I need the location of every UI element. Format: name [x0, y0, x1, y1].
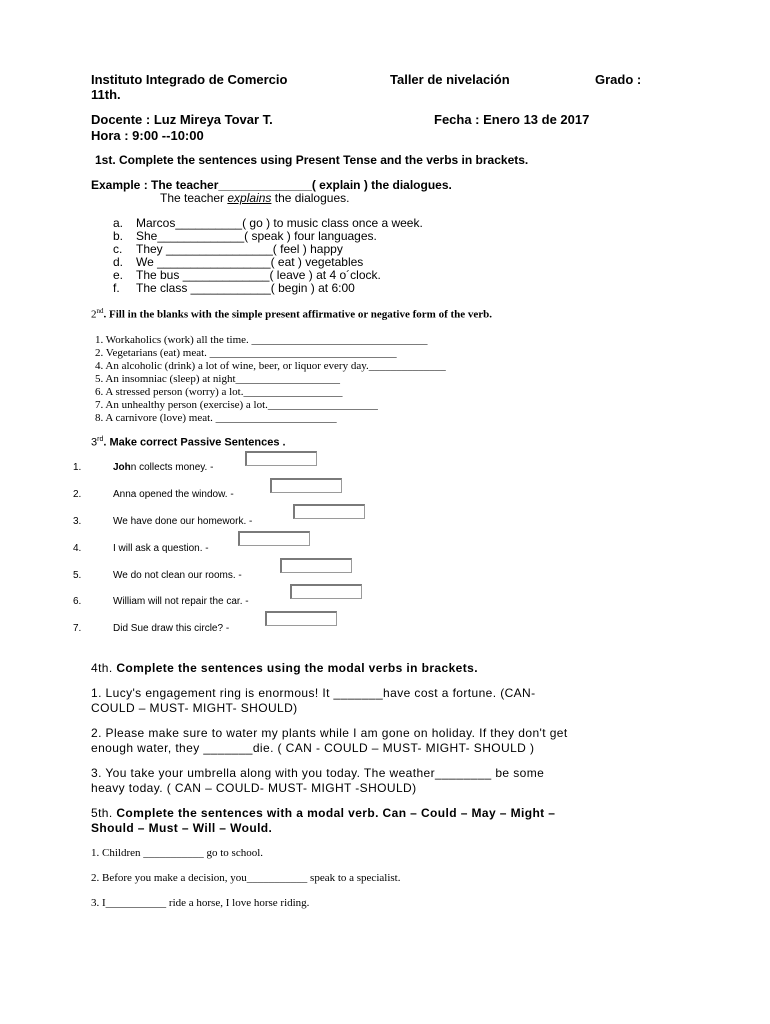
s1-letter-e: e. — [113, 268, 124, 282]
s4-item-2-line2: enough water, they _______die. ( CAN - COULD – MUST- MIGHT- SHOULD ) — [91, 741, 535, 755]
s2-item-7: 7. An unhealthy person (exercise) a lot.____________________ — [95, 399, 378, 411]
s5-item-1: 1. Children ___________ go to school. — [91, 847, 264, 859]
s4-item-2-line1: 2. Please make sure to water my plants while I am gone on holiday. If they don't get — [91, 726, 568, 740]
s2-item-8: 8. A carnivore (love) meat. ______________________ — [95, 412, 337, 424]
grade-label: Grado : — [595, 72, 642, 87]
s1-letter-d: d. — [113, 255, 124, 269]
section5-title-text: Complete the sentences with a modal verb. Can – Could – May – Might – — [112, 806, 556, 820]
s3-num-6: 6. — [73, 596, 82, 607]
s3-item-2: Anna opened the window. - — [113, 489, 234, 500]
section5-title-line2: Should – Must – Will – Would. — [91, 821, 273, 835]
s3-item-1-text: n collects money. - — [130, 462, 214, 473]
s3-num-4: 4. — [73, 543, 82, 554]
s3-answer-box-3[interactable] — [293, 504, 365, 519]
s1-item-d: We _________________( eat ) vegetables — [136, 255, 364, 269]
s1-item-c: They ________________( feel ) happy — [136, 242, 343, 256]
s3-answer-box-7[interactable] — [265, 611, 337, 626]
school-name: Instituto Integrado de Comercio — [91, 72, 288, 87]
s4-item-3-line1: 3. You take your umbrella along with you today. The weather________ be some — [91, 766, 545, 780]
s3-answer-box-5[interactable] — [280, 558, 352, 573]
section2-title — [91, 307, 492, 321]
s4-item-1-line2: COULD – MUST- MIGHT- SHOULD) — [91, 701, 298, 715]
date: Fecha : Enero 13 de 2017 — [434, 112, 590, 127]
s1-item-f: The class ____________( begin ) at 6:00 — [136, 281, 355, 295]
s3-num-7: 7. — [73, 623, 82, 634]
section3-num: 3 — [91, 436, 98, 449]
s3-item-4: I will ask a question. - — [113, 543, 209, 554]
s3-item-7: Did Sue draw this circle? - — [113, 623, 230, 634]
s3-item-5: We do not clean our rooms. - — [113, 570, 242, 581]
s1-letter-c: c. — [113, 242, 123, 256]
s3-answer-box-1[interactable] — [245, 451, 317, 466]
s3-answer-box-6[interactable] — [290, 584, 362, 599]
workshop-title: Taller de nivelación — [390, 72, 510, 87]
teacher-name: Docente : Luz Mireya Tovar T. — [91, 112, 273, 127]
section5-title-line1 — [91, 806, 555, 820]
section2-sup: nd — [96, 307, 104, 315]
s2-item-1: 1. Workaholics (work) all the time. ________________________________ — [95, 334, 428, 346]
example-question: Example : The teacher______________( explain ) the dialogues. — [91, 178, 452, 192]
s3-num-1: 1. — [73, 462, 82, 473]
s5-item-3: 3. I___________ ride a horse, I love horse riding. — [91, 897, 310, 909]
example-answer — [160, 191, 349, 205]
s4-item-1-line1: 1. Lucy's engagement ring is enormous! It _______have cost a fortune. (CAN- — [91, 686, 536, 700]
s1-item-e: The bus _____________( leave ) at 4 o´clock. — [136, 268, 381, 282]
s3-num-2: 2. — [73, 489, 82, 500]
s3-answer-box-4[interactable] — [238, 531, 310, 546]
section4-num: 4th. — [91, 661, 113, 675]
s1-item-a: Marcos__________( go ) to music class once a week. — [136, 216, 423, 230]
s1-letter-f: f. — [113, 281, 120, 295]
example-answer-post: the dialogues. — [271, 191, 350, 205]
s2-item-4: 4. An alcoholic (drink) a lot of wine, beer, or liquor every day.______________ — [95, 360, 446, 372]
s1-letter-a: a. — [113, 216, 124, 230]
time: Hora : 9:00 --10:00 — [91, 128, 204, 143]
s3-num-5: 5. — [73, 570, 82, 581]
section4-title-text: Complete the sentences using the modal verbs in brackets. — [112, 661, 478, 675]
section3-sup: rd — [97, 436, 104, 443]
section5-num: 5th. — [91, 806, 113, 820]
s1-item-b: She_____________( speak ) four languages. — [136, 229, 377, 243]
s3-item-1 — [113, 462, 213, 473]
section4-title — [91, 661, 478, 675]
s3-answer-box-2[interactable] — [270, 478, 342, 493]
s3-item-1-bold: Joh — [113, 462, 131, 473]
example-answer-word: explains — [227, 191, 272, 205]
s2-item-2: 2. Vegetarians (eat) meat. __________________________________ — [95, 347, 397, 359]
section3-title-text: . Make correct Passive Sentences . — [103, 436, 286, 449]
example-answer-pre: The teacher — [160, 191, 228, 205]
s2-item-5: 5. An insomniac (sleep) at night___________________ — [95, 373, 341, 385]
s3-item-3: We have done our homework. - — [113, 516, 253, 527]
section3-title — [91, 436, 286, 449]
s4-item-3-line2: heavy today. ( CAN – COULD- MUST- MIGHT -SHOULD) — [91, 781, 417, 795]
section2-num: 2 — [91, 308, 97, 321]
s3-num-3: 3. — [73, 516, 82, 527]
s5-item-2: 2. Before you make a decision, you___________ speak to a specialist. — [91, 872, 401, 884]
s2-item-6: 6. A stressed person (worry) a lot.__________________ — [95, 386, 343, 398]
s1-letter-b: b. — [113, 229, 124, 243]
section1-title: 1st. Complete the sentences using Present Tense and the verbs in brackets. — [95, 153, 529, 167]
s3-item-6: William will not repair the car. - — [113, 596, 249, 607]
section2-title-text: . Fill in the blanks with the simple present affirmative or negative form of the verb. — [103, 308, 493, 321]
grade-value: 11th. — [91, 87, 121, 102]
